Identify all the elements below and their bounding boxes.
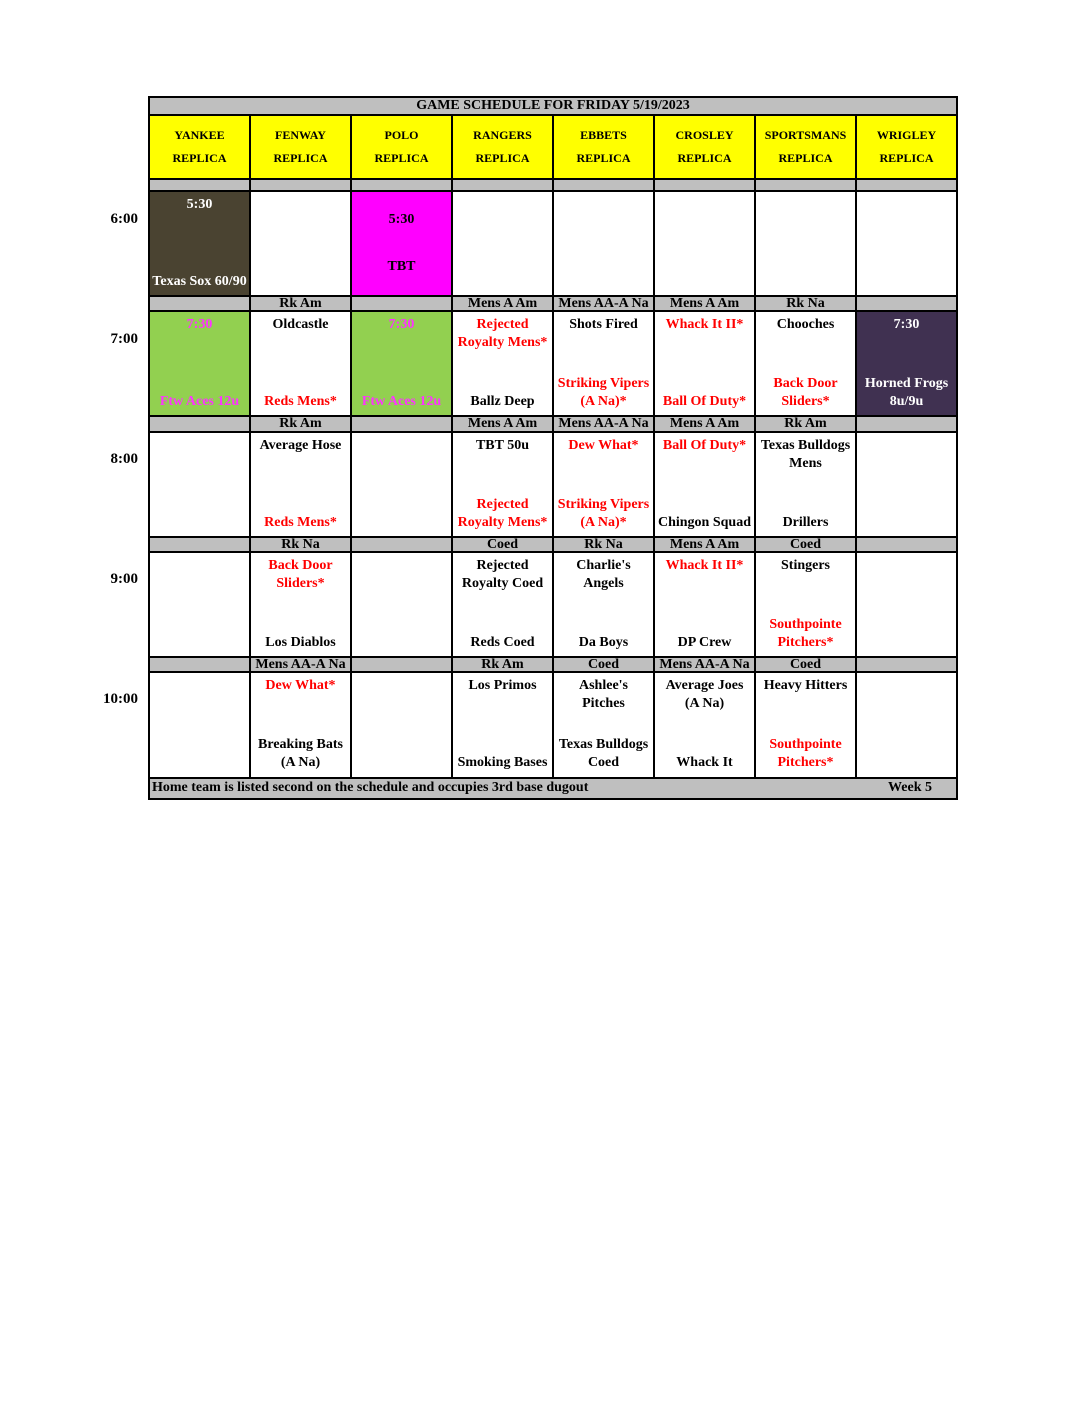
game-cell <box>856 672 957 777</box>
game-cell <box>351 672 452 777</box>
division-cell <box>149 657 250 672</box>
division-cell <box>553 179 654 191</box>
division-cell: Mens A Am <box>452 416 553 431</box>
division-cell: Mens A Am <box>654 537 755 552</box>
division-cell: Rk Na <box>250 537 351 552</box>
home-team-note: Home team is listed second on the schedule and occupies 3rd base dugout <box>152 780 589 796</box>
time-label: 6:00 <box>110 211 138 227</box>
time-label: 10:00 <box>103 691 138 707</box>
game-cell: 7:30 Ftw Aces 12u <box>351 311 452 416</box>
game-cell <box>856 191 957 296</box>
field-header-rangers: RANGERS REPLICA <box>452 115 553 178</box>
division-cell: Rk Am <box>250 416 351 431</box>
game-cell <box>654 191 755 296</box>
game-cell: Rejected Royalty Mens* Ballz Deep <box>452 311 553 416</box>
division-cell <box>856 416 957 431</box>
division-cell <box>149 537 250 552</box>
schedule-table <box>148 96 958 800</box>
division-cell <box>856 296 957 311</box>
division-cell <box>856 179 957 191</box>
division-cell <box>351 657 452 672</box>
division-cell: Coed <box>553 657 654 672</box>
game-cell <box>351 432 452 537</box>
time-label: 8:00 <box>110 451 138 467</box>
game-cell: Dew What* Striking Vipers (A Na)* <box>553 432 654 537</box>
game-cell <box>351 552 452 657</box>
division-cell: Mens A Am <box>654 296 755 311</box>
division-cell <box>351 179 452 191</box>
division-cell: Mens A Am <box>654 416 755 431</box>
game-cell <box>149 432 250 537</box>
week-label: Week 5 <box>888 780 932 796</box>
game-cell: 7:30 Horned Frogs 8u/9u <box>856 311 957 416</box>
game-cell: Average Hose Reds Mens* <box>250 432 351 537</box>
game-cell: Chooches Back Door Sliders* <box>755 311 856 416</box>
division-cell: Mens AA-A Na <box>553 416 654 431</box>
field-header-polo: POLO REPLICA <box>351 115 452 178</box>
game-cell: Los Primos Smoking Bases <box>452 672 553 777</box>
division-cell: Coed <box>452 537 553 552</box>
game-cell: TBT 50u Rejected Royalty Mens* <box>452 432 553 537</box>
division-cell: Coed <box>755 537 856 552</box>
division-cell: Coed <box>755 657 856 672</box>
division-cell: Rk Am <box>755 416 856 431</box>
field-header-crosley: CROSLEY REPLICA <box>654 115 755 178</box>
game-cell: 5:30 TBT <box>351 191 452 296</box>
game-cell <box>452 191 553 296</box>
schedule-footer <box>149 778 957 800</box>
division-cell <box>351 416 452 431</box>
division-cell <box>351 537 452 552</box>
field-header-fenway: FENWAY REPLICA <box>250 115 351 178</box>
time-column <box>0 0 148 800</box>
division-cell: Rk Am <box>250 296 351 311</box>
schedule-title: GAME SCHEDULE FOR FRIDAY 5/19/2023 <box>149 97 957 115</box>
time-label: 9:00 <box>110 571 138 587</box>
field-header-sportsmans: SPORTSMANS REPLICA <box>755 115 856 178</box>
game-cell: Oldcastle Reds Mens* <box>250 311 351 416</box>
game-cell <box>250 191 351 296</box>
game-cell <box>755 191 856 296</box>
division-cell: Mens AA-A Na <box>250 657 351 672</box>
division-cell: Rk Am <box>452 657 553 672</box>
division-cell <box>250 179 351 191</box>
division-cell <box>654 179 755 191</box>
time-label: 7:00 <box>110 331 138 347</box>
game-cell: Heavy Hitters Southpointe Pitchers* <box>755 672 856 777</box>
game-cell: Texas Bulldogs Mens Drillers <box>755 432 856 537</box>
game-cell: Rejected Royalty Coed Reds Coed <box>452 552 553 657</box>
game-cell <box>856 432 957 537</box>
field-header-wrigley: WRIGLEY REPLICA <box>856 115 957 178</box>
field-header-yankee: YANKEE REPLICA <box>149 115 250 178</box>
game-cell: Average Joes (A Na) Whack It <box>654 672 755 777</box>
game-cell: Whack It II* DP Crew <box>654 552 755 657</box>
game-cell <box>553 191 654 296</box>
game-cell: Stingers Southpointe Pitchers* <box>755 552 856 657</box>
division-cell: Rk Na <box>553 537 654 552</box>
division-cell <box>755 179 856 191</box>
division-cell <box>149 179 250 191</box>
division-cell <box>856 657 957 672</box>
division-cell: Mens AA-A Na <box>553 296 654 311</box>
division-cell <box>452 179 553 191</box>
division-cell <box>149 416 250 431</box>
field-header-ebbets: EBBETS REPLICA <box>553 115 654 178</box>
game-cell: Ball Of Duty* Chingon Squad <box>654 432 755 537</box>
game-cell: Ashlee's Pitches Texas Bulldogs Coed <box>553 672 654 777</box>
game-cell: Dew What* Breaking Bats (A Na) <box>250 672 351 777</box>
game-cell: Whack It II* Ball Of Duty* <box>654 311 755 416</box>
game-cell: Charlie's Angels Da Boys <box>553 552 654 657</box>
game-cell <box>149 672 250 777</box>
game-cell <box>149 552 250 657</box>
division-cell <box>856 537 957 552</box>
game-cell: Back Door Sliders* Los Diablos <box>250 552 351 657</box>
division-cell: Mens AA-A Na <box>654 657 755 672</box>
game-cell: 5:30 Texas Sox 60/90 <box>149 191 250 296</box>
game-cell <box>856 552 957 657</box>
game-cell: 7:30 Ftw Aces 12u <box>149 311 250 416</box>
division-cell: Mens A Am <box>452 296 553 311</box>
game-cell: Shots Fired Striking Vipers (A Na)* <box>553 311 654 416</box>
division-cell <box>149 296 250 311</box>
division-cell: Rk Na <box>755 296 856 311</box>
division-cell <box>351 296 452 311</box>
